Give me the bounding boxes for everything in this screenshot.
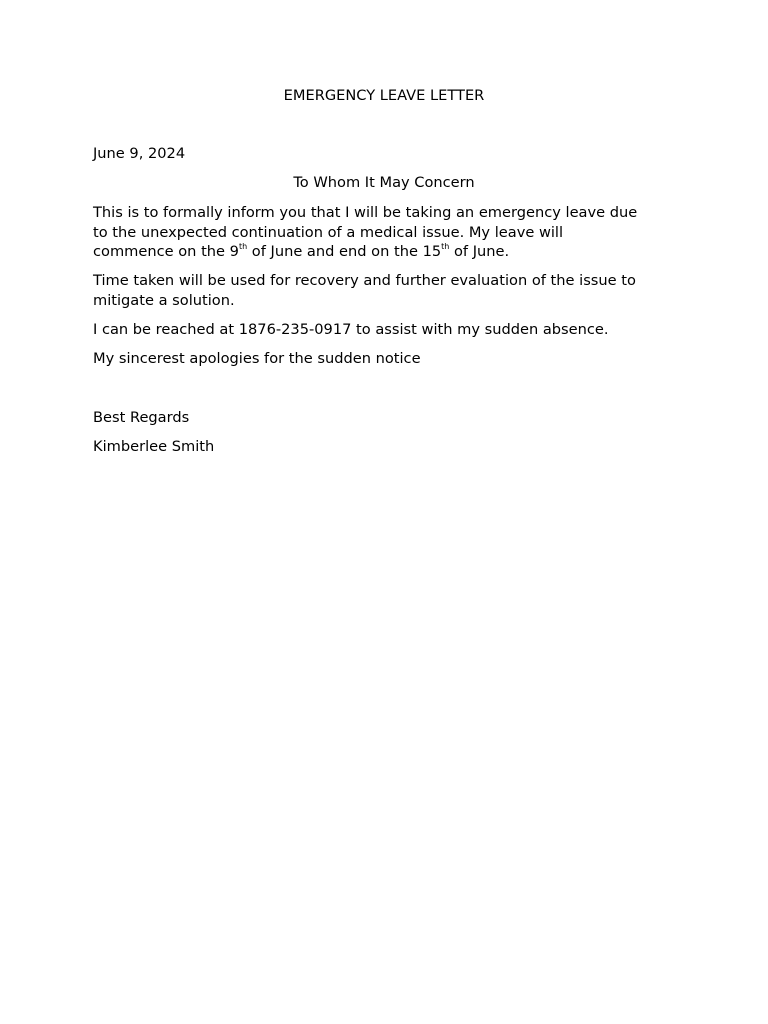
text-segment: of June and end on the 15: [247, 243, 442, 260]
paragraph-contact: I can be reached at 1876-235-0917 to assist with my sudden absence.: [93, 321, 609, 338]
salutation: To Whom It May Concern: [293, 174, 475, 191]
paragraph-line: Time taken will be used for recovery and further evaluation of the issue to: [93, 272, 636, 289]
text-segment: of June.: [449, 243, 510, 260]
text-segment: commence on the 9: [93, 243, 239, 260]
paragraph-apology: My sincerest apologies for the sudden notice: [93, 350, 421, 367]
paragraph-line: to the unexpected continuation of a medical issue. My leave will: [93, 223, 564, 241]
ordinal-suffix: th: [238, 242, 248, 252]
paragraph-line: mitigate a solution.: [93, 291, 235, 309]
paragraph-leave-notice: [93, 203, 683, 262]
letter-date: June 9, 2024: [93, 145, 186, 162]
signature-name: Kimberlee Smith: [93, 438, 215, 455]
ordinal-suffix: th: [441, 242, 450, 252]
letter-title: EMERGENCY LEAVE LETTER: [283, 87, 485, 104]
paragraph-line: This is to formally inform you that I will be taking an emergency leave due: [93, 204, 638, 221]
closing: Best Regards: [93, 409, 190, 426]
paragraph-recovery: [93, 271, 683, 310]
paragraph-line: [93, 242, 683, 262]
